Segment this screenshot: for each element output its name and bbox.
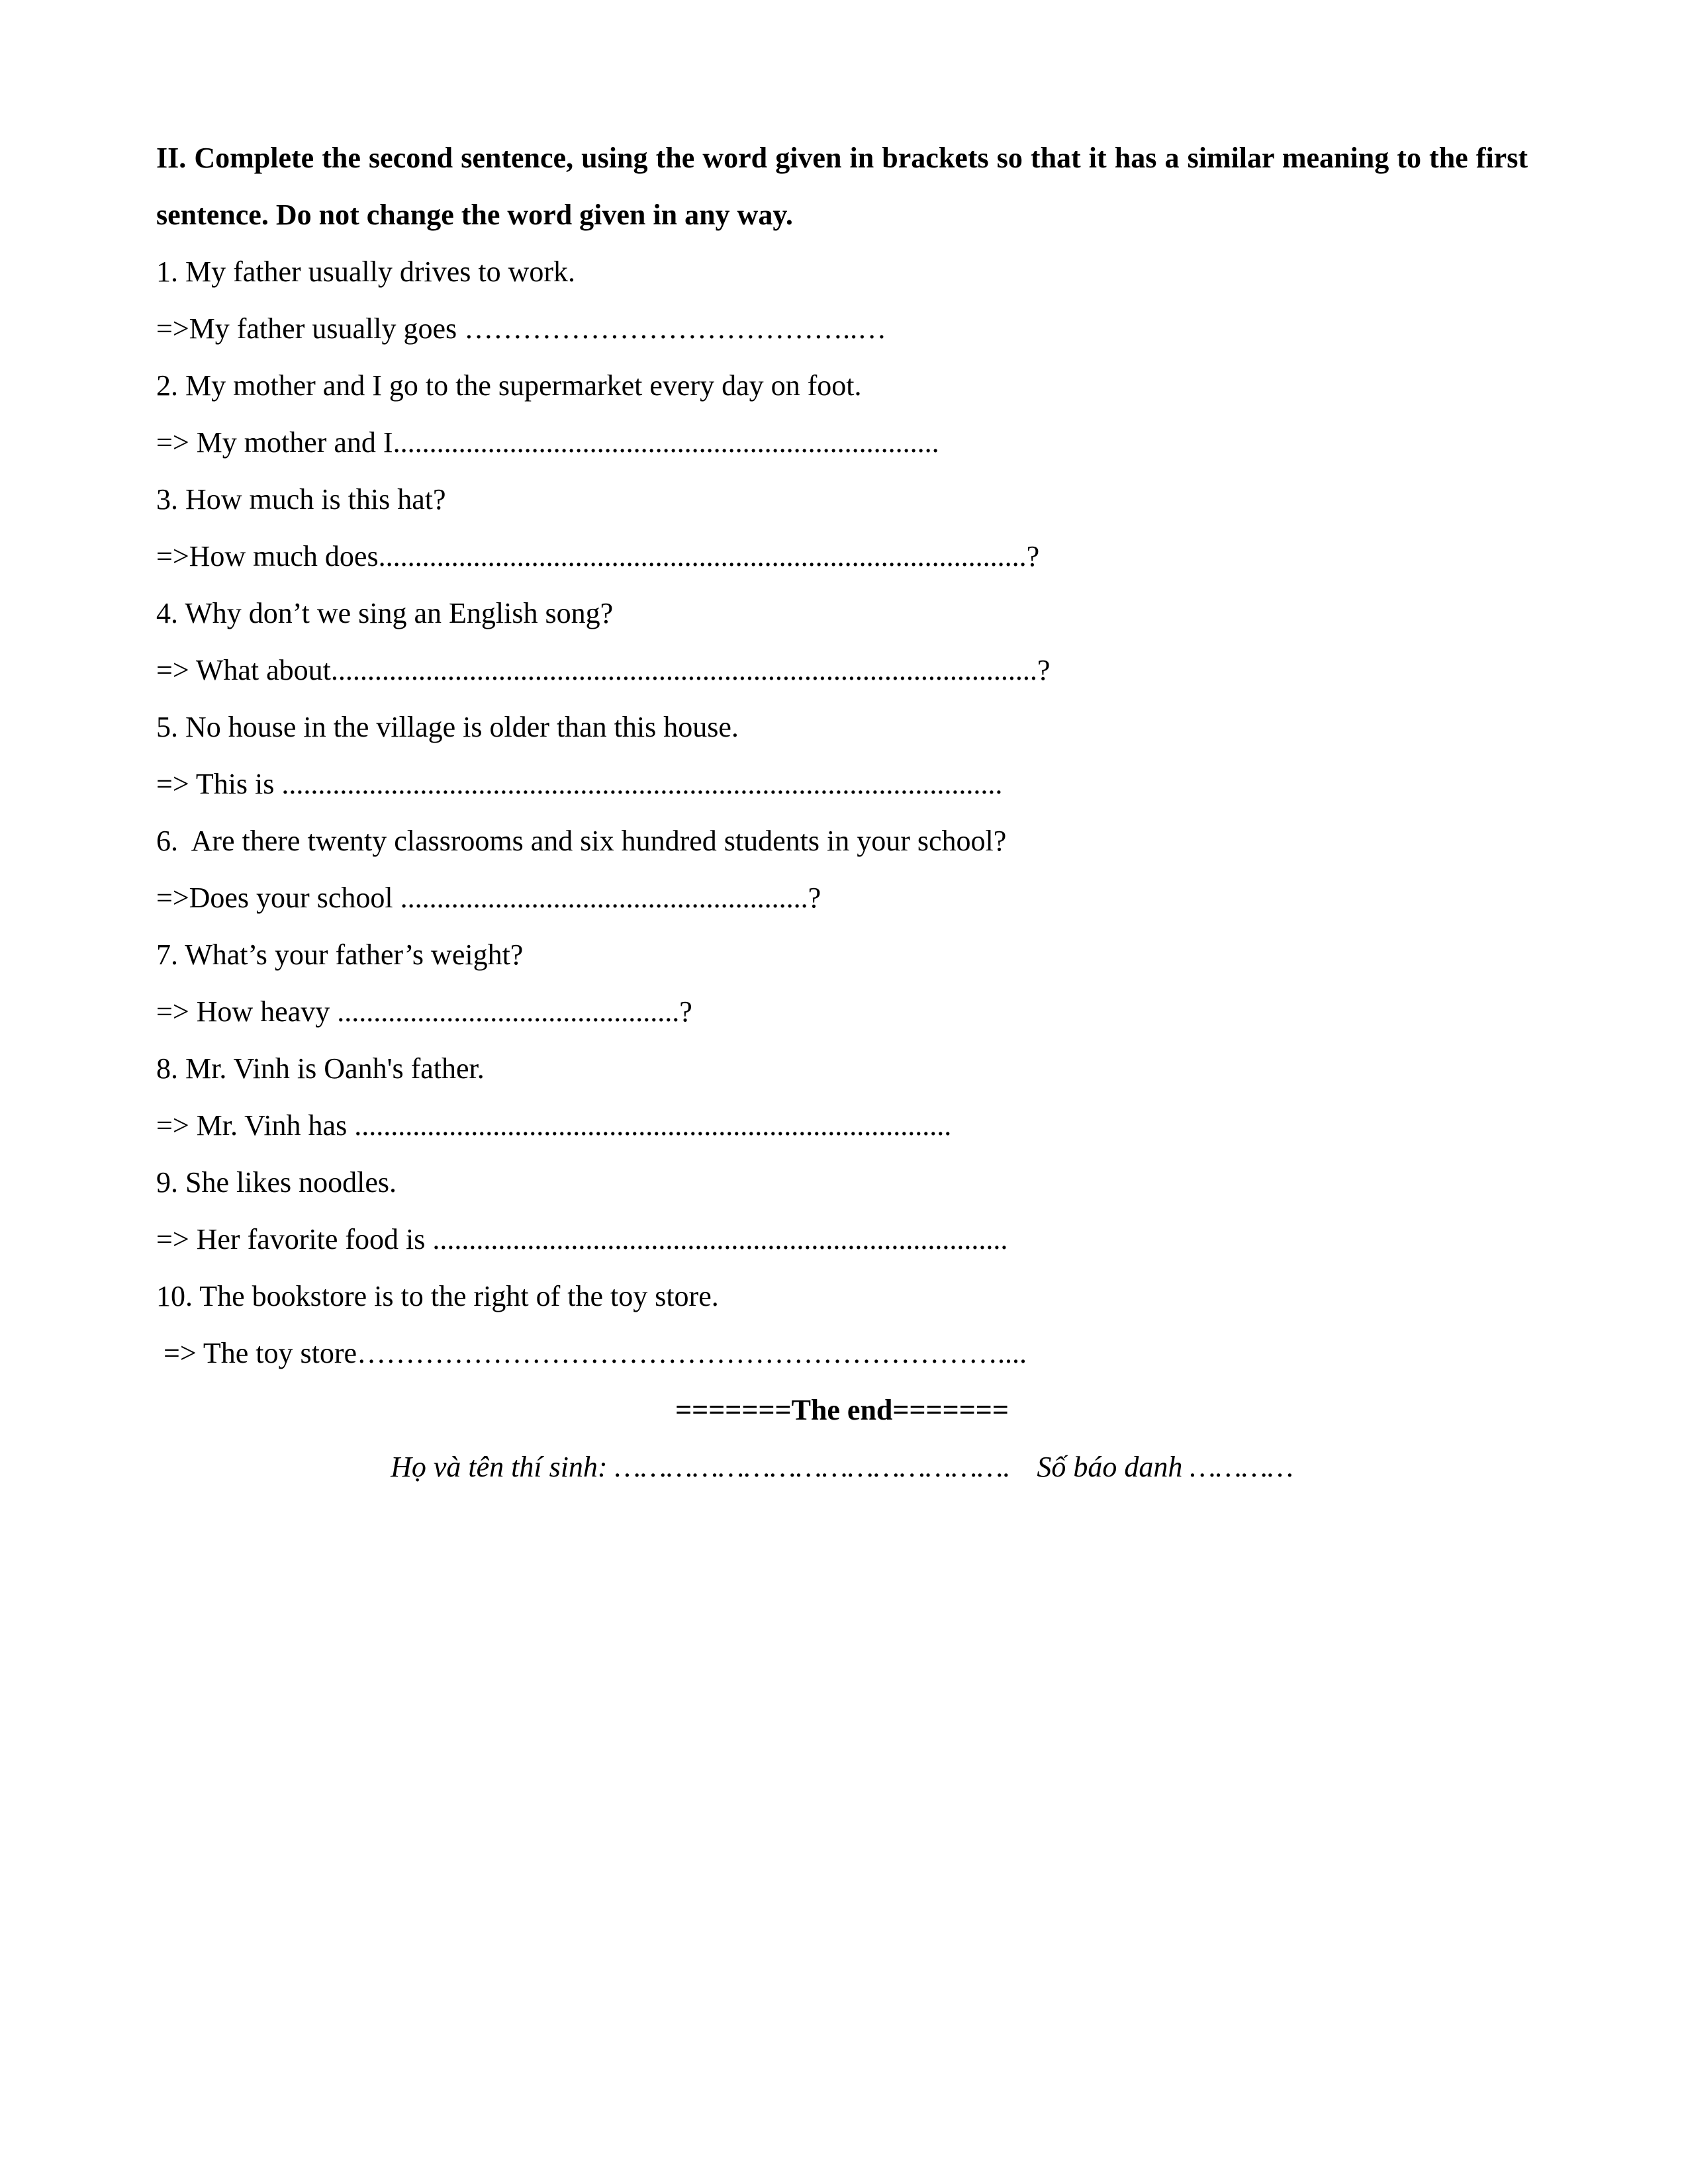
section-heading: II. Complete the second sentence, using the word given in brackets so that it has a similar meaning to the first sentence. Do not change the word given in any way.: [156, 142, 1528, 231]
question-8-answer: => Mr. Vinh has ..................................................................................: [156, 1109, 952, 1142]
question-6-prompt: 6. Are there twenty classrooms and six hundred students in your school?: [156, 825, 1007, 857]
question-1-answer: =>My father usually goes …………………………………..…: [156, 312, 887, 345]
question-9-prompt: 9. She likes noodles.: [156, 1166, 397, 1199]
question-9-answer: => Her favorite food is ...............................................................................: [156, 1223, 1008, 1255]
candidate-info: [156, 1439, 1528, 1496]
question-1-prompt: 1. My father usually drives to work.: [156, 255, 575, 288]
candidate-number-field: Số báo danh …………: [1037, 1451, 1293, 1483]
question-4-prompt: 4. Why don’t we sing an English song?: [156, 597, 614, 629]
question-6-answer: =>Does your school ........................................................?: [156, 882, 821, 914]
question-3-answer: =>How much does.........................................................................................?: [156, 540, 1040, 572]
question-2-answer: => My mother and I...........................................................................: [156, 426, 939, 459]
candidate-name-field: Họ và tên thí sinh: ……………………………………….: [391, 1451, 1011, 1483]
question-7-prompt: 7. What’s your father’s weight?: [156, 938, 524, 971]
question-5-prompt: 5. No house in the village is older than this house.: [156, 711, 739, 743]
question-10-prompt: 10. The bookstore is to the right of the toy store.: [156, 1280, 719, 1312]
question-3-prompt: 3. How much is this hat?: [156, 483, 446, 516]
question-7-answer: => How heavy ...............................................?: [156, 995, 692, 1028]
question-4-answer: => What about.................................................................................................?: [156, 654, 1051, 686]
question-10-answer: => The toy store…………………………………………………………....: [156, 1337, 1027, 1369]
question-5-answer: => This is ...................................................................................................: [156, 768, 1003, 800]
question-2-prompt: 2. My mother and I go to the supermarket every day on foot.: [156, 369, 862, 402]
question-8-prompt: 8. Mr. Vinh is Oanh's father.: [156, 1052, 485, 1085]
the-end-marker: =======The end=======: [675, 1394, 1009, 1426]
exercise-section: [156, 130, 1528, 1496]
